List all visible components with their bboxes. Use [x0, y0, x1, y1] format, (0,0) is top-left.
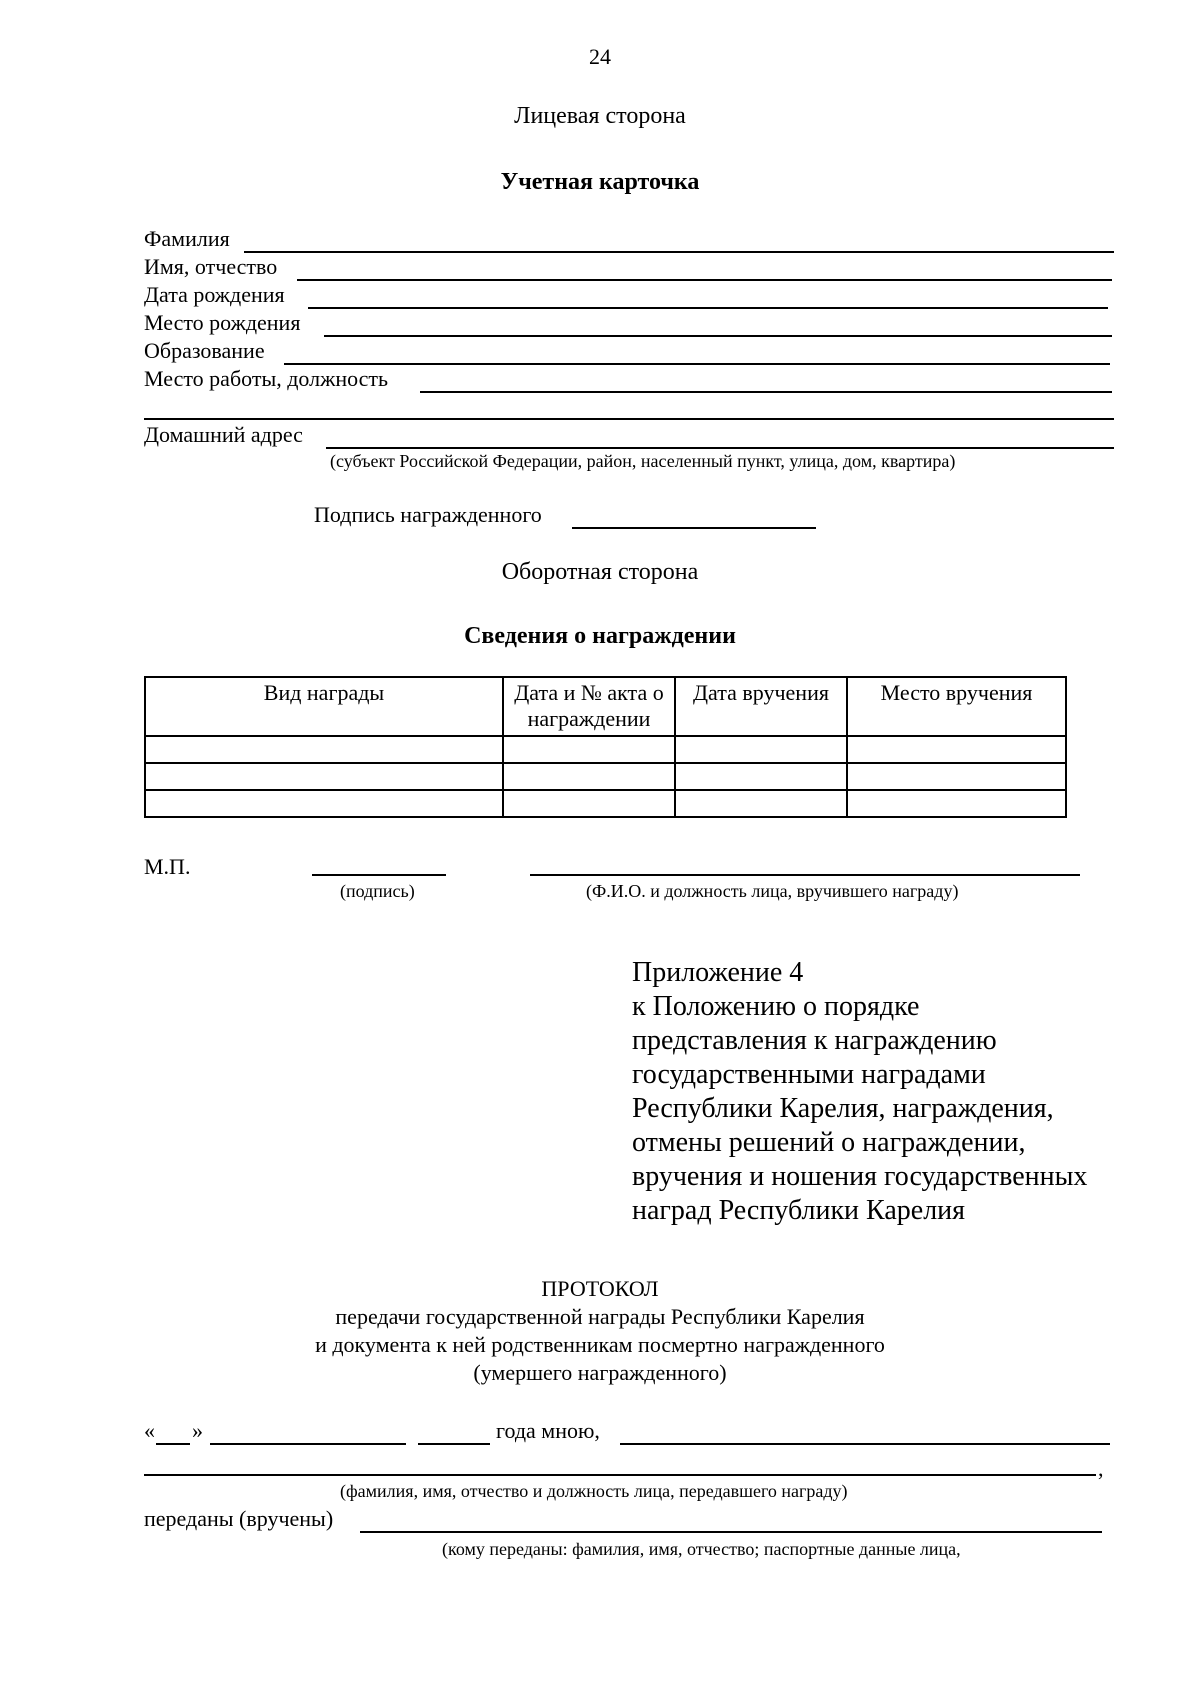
table-cell[interactable]: [847, 736, 1066, 763]
appendix-line: Приложение 4: [632, 957, 804, 988]
page-number: 24: [589, 44, 611, 69]
appendix-line: государственными наградами: [632, 1059, 986, 1090]
name-label: Имя, отчество: [144, 254, 278, 279]
table-cell[interactable]: [503, 763, 675, 790]
birth-date-label: Дата рождения: [144, 282, 285, 307]
table-cell[interactable]: [145, 736, 503, 763]
surname-label: Фамилия: [144, 226, 230, 251]
mp-label: М.П.: [144, 854, 191, 879]
header-act-date-number: Дата и № акта о награждении: [503, 677, 675, 736]
table-header-row: [145, 677, 1066, 736]
protocol-subtitle-3: (умершего награжденного): [473, 1360, 727, 1385]
appendix-line: Республики Карелия, награждения,: [632, 1093, 1054, 1124]
day-line[interactable]: [156, 1443, 190, 1445]
front-side-title: Лицевая сторона: [514, 103, 686, 129]
month-line[interactable]: [210, 1443, 406, 1445]
transferrer-hint: (фамилия, имя, отчество и должность лица, передавшего награду): [340, 1481, 848, 1501]
address-hint: (субъект Российской Федерации, район, населенный пункт, улица, дом, квартира): [330, 451, 956, 471]
appendix-line: представления к награждению: [632, 1025, 997, 1056]
transferred-label: переданы (вручены): [144, 1506, 334, 1531]
header-presentation-place: Место вручения: [847, 677, 1066, 736]
appendix-line: наград Республики Карелия: [632, 1195, 966, 1226]
surname-line[interactable]: [244, 251, 1114, 253]
birth-place-label: Место рождения: [144, 310, 301, 335]
name-line[interactable]: [297, 279, 1112, 281]
signature-hint: (подпись): [340, 881, 415, 901]
recipient-hint: (кому переданы: фамилия, имя, отчество; паспортные данные лица,: [442, 1539, 961, 1559]
comma: ,: [1098, 1456, 1104, 1481]
presenter-signature-line[interactable]: [312, 874, 446, 876]
fio-hint: (Ф.И.О. и должность лица, вручившего награду): [586, 881, 959, 901]
birth-place-line[interactable]: [324, 335, 1112, 337]
table-cell[interactable]: [847, 790, 1066, 817]
work-extra-line[interactable]: [144, 418, 1114, 420]
transferrer-line[interactable]: [620, 1443, 1110, 1445]
header-presentation-date: Дата вручения: [675, 677, 847, 736]
year-text: года мною,: [496, 1418, 600, 1443]
section-title: Сведения о награждении: [464, 623, 736, 649]
quote-open: «: [144, 1418, 155, 1443]
table-cell[interactable]: [675, 790, 847, 817]
table-cell[interactable]: [675, 736, 847, 763]
table-cell[interactable]: [503, 790, 675, 817]
protocol-title: ПРОТОКОЛ: [541, 1276, 659, 1301]
table-cell[interactable]: [847, 763, 1066, 790]
work-label: Место работы, должность: [144, 366, 389, 391]
birth-date-line[interactable]: [308, 307, 1108, 309]
protocol-subtitle-2: и документа к ней родственникам посмертно награжденного: [315, 1332, 885, 1357]
card-title: Учетная карточка: [500, 169, 700, 195]
quote-close: »: [192, 1418, 203, 1443]
header-award-type: Вид награды: [145, 677, 503, 736]
table-row: [145, 736, 1066, 763]
appendix-line: к Положению о порядке: [632, 991, 920, 1022]
work-line[interactable]: [420, 391, 1112, 393]
table-cell[interactable]: [145, 790, 503, 817]
awardee-signature-line[interactable]: [572, 527, 816, 529]
presenter-fio-line[interactable]: [530, 874, 1080, 876]
back-side-title: Оборотная сторона: [501, 559, 699, 585]
protocol-subtitle-1: передачи государственной награды Республики Карелия: [335, 1304, 865, 1329]
table-cell[interactable]: [145, 763, 503, 790]
transferrer-line-2[interactable]: [144, 1474, 1096, 1476]
year-line[interactable]: [418, 1443, 490, 1445]
education-line[interactable]: [284, 363, 1110, 365]
education-label: Образование: [144, 338, 265, 363]
table-cell[interactable]: [675, 763, 847, 790]
table-cell[interactable]: [503, 736, 675, 763]
address-label: Домашний адрес: [144, 422, 303, 447]
awards-table: [144, 676, 1067, 818]
table-row: [145, 790, 1066, 817]
signature-label: Подпись награжденного: [314, 502, 542, 527]
appendix-block: [632, 956, 1087, 1228]
appendix-line: вручения и ношения государственных: [632, 1161, 1088, 1192]
appendix-line: отмены решений о награждении,: [632, 1127, 1026, 1158]
recipient-line[interactable]: [360, 1531, 1102, 1533]
address-line[interactable]: [326, 447, 1114, 449]
table-row: [145, 763, 1066, 790]
